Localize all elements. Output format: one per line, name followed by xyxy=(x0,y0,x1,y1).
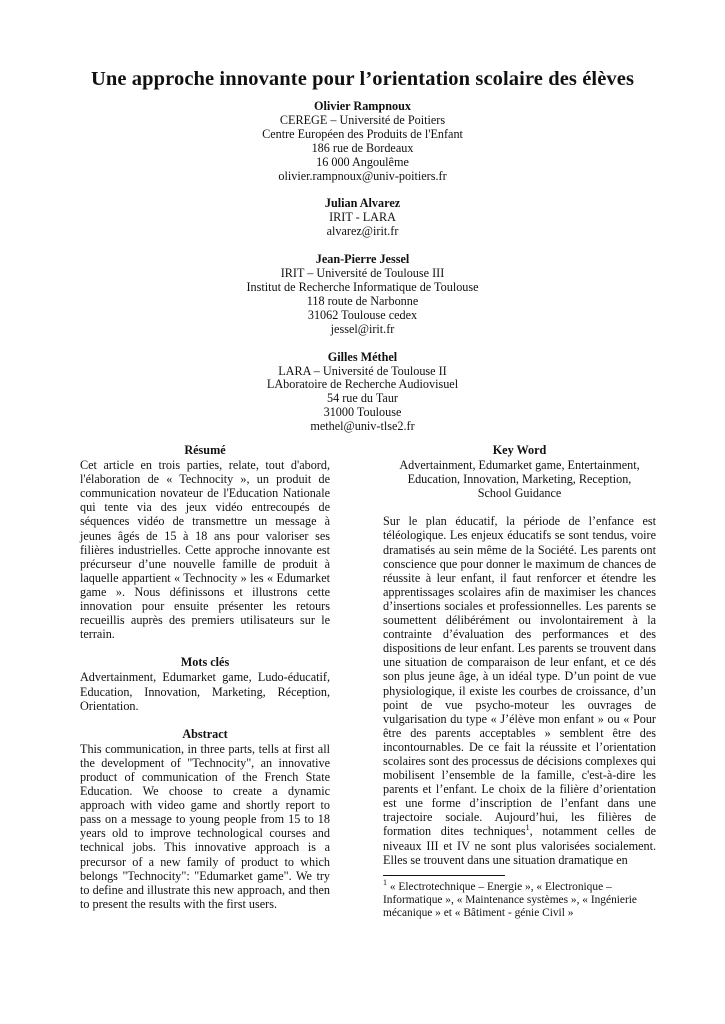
author-email: methel@univ-tlse2.fr xyxy=(310,419,415,434)
key-word-line: School Guidance xyxy=(477,486,562,501)
affiliation-line: 118 route de Narbonne xyxy=(306,293,419,308)
author-name: Jean-Pierre Jessel xyxy=(315,252,410,267)
affiliation-line: 186 rue de Bordeaux xyxy=(311,140,414,155)
right-column xyxy=(383,443,656,920)
affiliation-line: IRIT – Université de Toulouse III xyxy=(280,266,445,281)
author-3 xyxy=(0,253,725,336)
key-word-heading: Key Word xyxy=(492,443,547,457)
author-email: olivier.rampnoux@univ-poitiers.fr xyxy=(278,168,447,183)
affiliation-line: Institut de Recherche Informatique de Toulouse xyxy=(246,279,479,294)
mots-cles-heading: Mots clés xyxy=(180,655,230,670)
mots-cles-section xyxy=(80,655,330,712)
body-paragraph xyxy=(383,514,656,866)
key-word-section xyxy=(383,443,656,500)
key-word-line: Education, Innovation, Marketing, Reception, xyxy=(407,472,632,487)
affiliation-line: 31000 Toulouse xyxy=(323,405,402,420)
footnote-ref[interactable]: 1 xyxy=(525,823,530,833)
author-1 xyxy=(0,100,725,183)
footnote xyxy=(383,877,656,921)
affiliation-line: Centre Européen des Produits de l'Enfant xyxy=(262,126,463,141)
affiliation-line: IRIT - LARA xyxy=(329,210,396,225)
affiliation-line: LARA – Université de Toulouse II xyxy=(278,363,447,378)
affiliation-line: 16 000 Angoulême xyxy=(316,154,409,169)
resume-heading: Résumé xyxy=(184,443,226,457)
footnote-text: « Electrotechnique – Energie », « Electronique – Informatique », « Maintenance systèmes », « Ingénierie mécanique » et « Bâtiment - génie Civil » xyxy=(383,880,637,920)
author-email: jessel@irit.fr xyxy=(330,321,395,336)
footnote-number: 1 xyxy=(383,877,387,887)
affiliation-line: LAboratoire de Recherche Audiovisuel xyxy=(266,377,459,392)
author-email: alvarez@irit.fr xyxy=(326,224,399,239)
resume-text: Cet article en trois parties, relate, tout d'abord, l'élaboration de « Technocity », un produit de communication novateur de l'Education Nationale qui tente via des jeux vidéo entrecoupés de séquences vidéo de transmettre un message à jeunes âgés de 15 à 18 ans pour valoriser ses filières industrielles. Cette approche innovante est précurseur d’une nouvelle famille de produit à laquelle appartient « Technocity » les « Edumarket game ». Nous définissons et illustrons cette innovation pour ensuite présenter les retours recueillis auprès des premiers utilisateurs sur le terrain. xyxy=(80,458,330,642)
author-name: Julian Alvarez xyxy=(324,196,401,211)
paper-title: Une approche innovante pour l’orientation scolaire des élèves xyxy=(90,68,635,90)
abstract-section xyxy=(80,727,330,911)
left-column xyxy=(80,443,330,925)
author-name: Gilles Méthel xyxy=(327,349,398,364)
author-4 xyxy=(0,351,725,434)
affiliation-line: CEREGE – Université de Poitiers xyxy=(279,112,446,127)
footnote-divider xyxy=(383,875,505,876)
author-2 xyxy=(0,197,725,239)
abstract-text: This communication, in three parts, tells at first all the development of "Technocity", an innovative product of communication of the French State Education. We choose to create a dynamic approach with video game and shortly report to pass on a message to young people from 15 to 18 years old to improve technological courses and technical jobs. This innovative approach is a precursor of a new family of product to which belongs "Technocity": "Edumarket game". We try to define and illustrate this new approach, and then to present the results with the first users. xyxy=(80,741,330,911)
key-word-line: Advertainment, Edumarket game, Entertainment, xyxy=(399,458,640,473)
affiliation-line: 31062 Toulouse cedex xyxy=(307,307,418,322)
author-name: Olivier Rampnoux xyxy=(314,99,411,113)
resume-section xyxy=(80,443,330,641)
affiliation-line: 54 rue du Taur xyxy=(326,391,398,406)
body-text: Sur le plan éducatif, la période de l’enfance est téléologique. Les enjeux éducatifs se sont tendus, voire dramatisés au sein même de la Société. Les parents ont conscience que pour donner le maximum de chances de réussite à leur enfant, il faut renforcer et étendre les apprentissages scolaires afin de maximiser les chances d’insertions sociales et professionnelles. Les parents se soumettent délibérément ou involontairement à la contrainte d’évaluation des performances et des dispositions de leur enfant. Les parents se trouvent dans une situation de comparaison de leur enfant, et ce dés son plus jeune âge, à un idéal type. D’un point de vue physiologique, il existe les courbes de croissance, d’un point de vue psycho-moteur les ouvrages de vulgarisation du type « J’élève mon enfant » ou « Pour être des parents acceptables » semblent être des incontournables. De ce fait la réussite et l’orientation scolaires sont des processus de décisions complexes qui mobilisent l’ensemble de la famille, c'est-à-dire les parents et l’enfant. Le choix de la filière d’orientation est une forme d’inscription de l’enfant dans une trajectoire sociale. Aujourd’hui, les filières de formation dites techniques xyxy=(383,514,656,839)
author-block xyxy=(0,100,725,448)
abstract-heading: Abstract xyxy=(182,726,228,741)
body-text-continued: , notamment celles de niveaux III et IV ne sont plus valorisées socialement. Elles se trouvent dans une situation dramatique en xyxy=(383,824,656,867)
mots-cles-text: Advertainment, Edumarket game, Ludo-éducatif, Education, Innovation, Marketing, Réception, Orientation. xyxy=(80,670,330,713)
